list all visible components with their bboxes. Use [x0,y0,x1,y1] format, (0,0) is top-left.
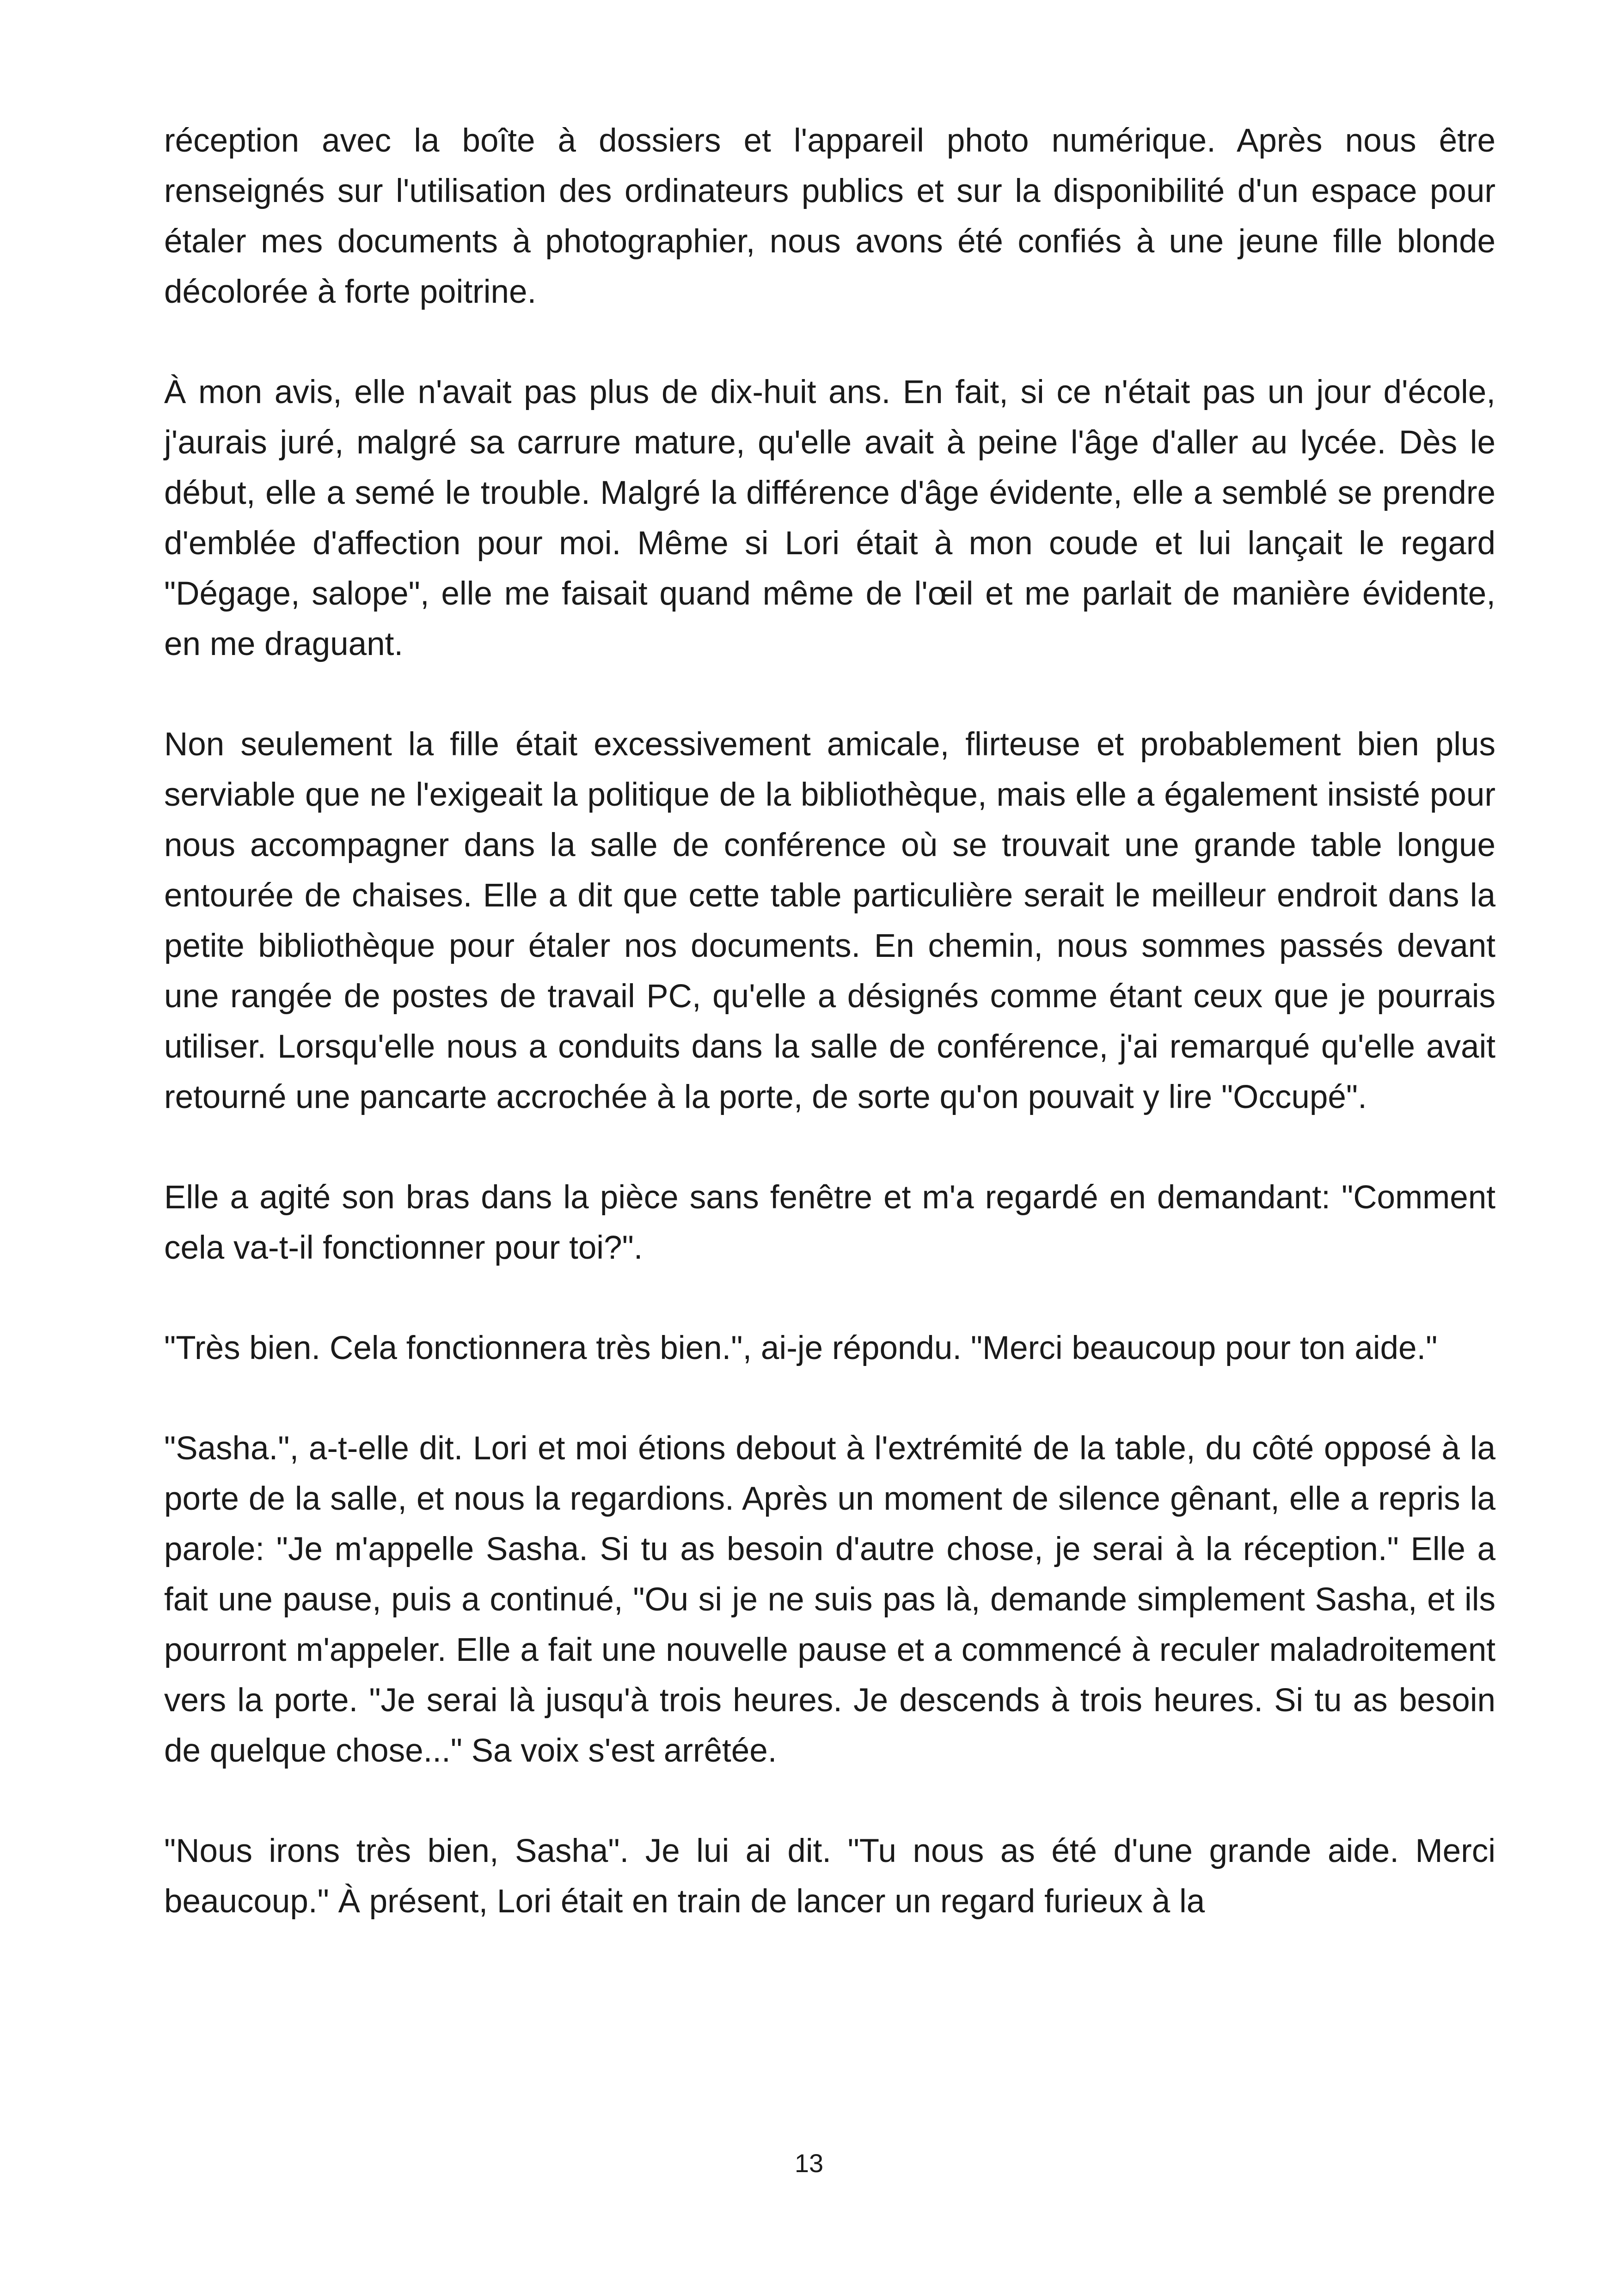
paragraph: À mon avis, elle n'avait pas plus de dix-huit ans. En fait, si ce n'était pas un jour d'école, j'aurais juré, malgré sa carrure mature, qu'elle avait à peine l'âge d'aller au lycée. Dès le début, elle a semé le trouble. Malgré la différence d'âge évidente, elle a semblé se prendre d'emblée d'affection pour moi. Même si Lori était à mon coude et lui lançait le regard "Dégage, salope", elle me faisait quand même de l'œil et me parlait de manière évidente, en me draguant. [164,374,1495,662]
paragraph: "Sasha.", a-t-elle dit. Lori et moi étions debout à l'extrémité de la table, du côté opposé à la porte de la salle, et nous la regardions. Après un moment de silence gênant, elle a repris la parole: "Je m'appelle Sasha. Si tu as besoin d'autre chose, je serai à la réception." Elle a fait une pause, puis a continué, "Ou si je ne suis pas là, demande simplement Sasha, et ils pourront m'appeler. Elle a fait une nouvelle pause et a commencé à reculer maladroitement vers la porte. "Je serai là jusqu'à trois heures. Je descends à trois heures. Si tu as besoin de quelque chose..." Sa voix s'est arrêtée. [164,1430,1495,1769]
paragraph: réception avec la boîte à dossiers et l'appareil photo numérique. Après nous être renseignés sur l'utilisation des ordinateurs publics et sur la disponibilité d'un espace pour étaler mes documents à photographier, nous avons été confiés à une jeune fille blonde décolorée à forte poitrine. [164,122,1495,310]
paragraph: "Très bien. Cela fonctionnera très bien.", ai-je répondu. "Merci beaucoup pour ton aide." [164,1330,1438,1366]
paragraph: Elle a agité son bras dans la pièce sans fenêtre et m'a regardé en demandant: "Comment cela va-t-il fonctionner pour toi?". [164,1179,1495,1266]
page-number: 13 [794,2149,824,2178]
paragraph: Non seulement la fille était excessivement amicale, flirteuse et probablement bien plus serviable que ne l'exigeait la politique de la bibliothèque, mais elle a également insisté pour nous accompagner dans la salle de conférence où se trouvait une grande table longue entourée de chaises. Elle a dit que cette table particulière serait le meilleur endroit dans la petite bibliothèque pour étaler nos documents. En chemin, nous sommes passés devant une rangée de postes de travail PC, qu'elle a désignés comme étant ceux que je pourrais utiliser. Lorsqu'elle nous a conduits dans la salle de conférence, j'ai remarqué qu'elle avait retourné une pancarte accrochée à la porte, de sorte qu'on pouvait y lire "Occupé". [164,726,1495,1115]
body-text [164,116,1495,1977]
paragraph: "Nous irons très bien, Sasha". Je lui ai dit. "Tu nous as été d'une grande aide. Merci beaucoup." À présent, Lori était en train de lancer un regard furieux à la [164,1833,1495,1920]
